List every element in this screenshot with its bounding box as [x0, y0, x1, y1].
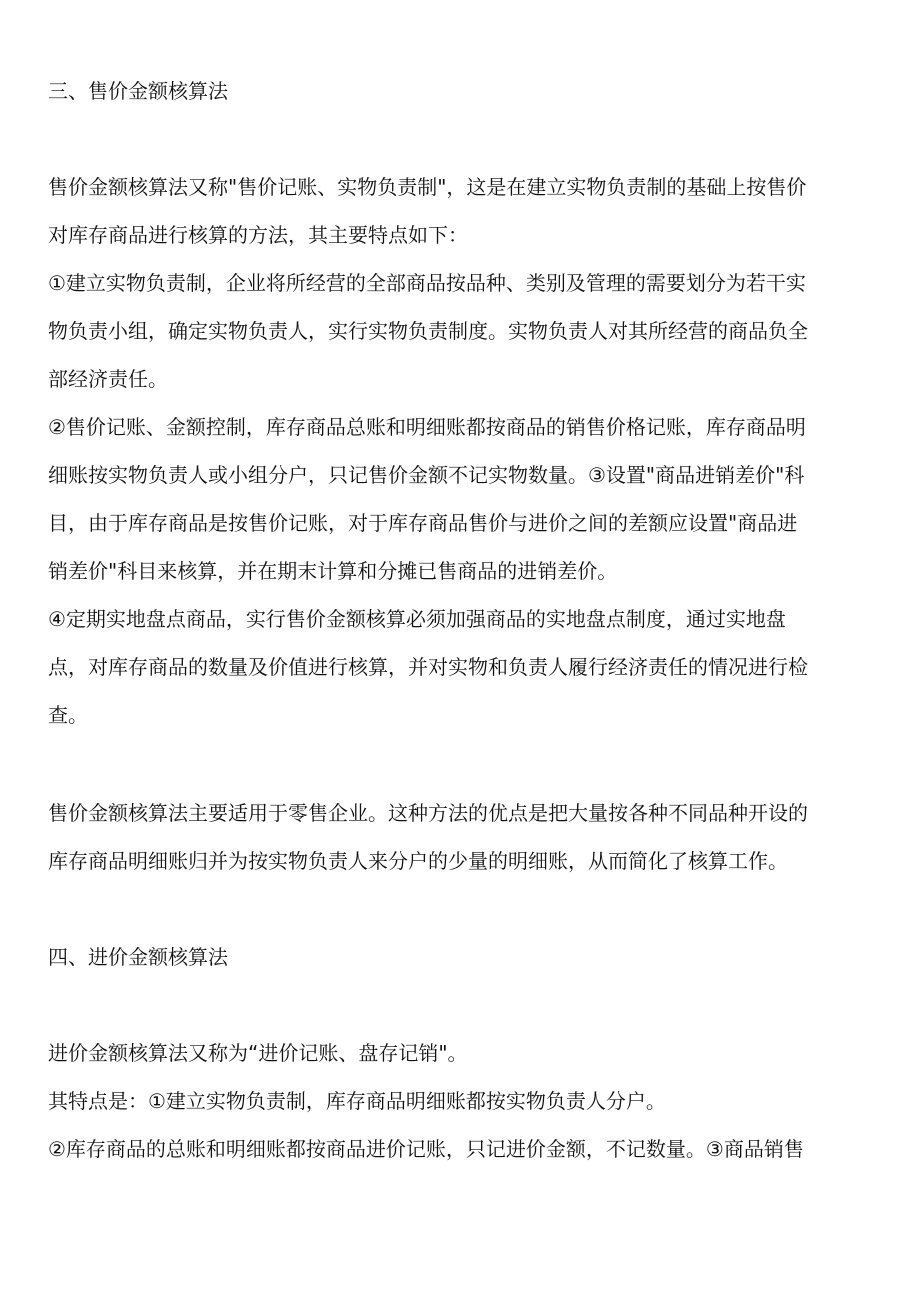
point-3-line: 销差价"科目来核算，并在期末计算和分摊已售商品的进销差价。	[48, 559, 618, 583]
section-4-heading: 四、进价金额核算法	[48, 945, 228, 969]
paragraph-line: 库存商品明细账归并为按实物负责人来分户的少量的明细账，从而简化了核算工作。	[48, 849, 788, 873]
point-4-line: 点，对库存商品的数量及价值进行核算，并对实物和负责人履行经济责任的情况进行检	[48, 655, 808, 679]
point-1-line: 物负责小组，确定实物负责人，实行实物负责制度。实物负责人对其所经营的商品负全	[48, 319, 808, 343]
point-4-line: ④定期实地盘点商品，实行售价金额核算必须加强商品的实地盘点制度，通过实地盘	[48, 607, 786, 631]
paragraph-line: ②库存商品的总账和明细账都按商品进价记账，只记进价金额，不记数量。③商品销售	[48, 1137, 804, 1161]
paragraph-line: 售价金额核算法又称"售价记账、实物负责制"，这是在建立实物负责制的基础上按售价	[48, 175, 807, 199]
paragraph-line: 售价金额核算法主要适用于零售企业。这种方法的优点是把大量按各种不同品种开设的	[48, 801, 808, 825]
point-3-line: 目，由于库存商品是按售价记账，对于库存商品售价与进价之间的差额应设置"商品进	[48, 511, 798, 535]
paragraph-line: 进价金额核算法又称为“进价记账、盘存记销"。	[48, 1041, 468, 1065]
point-1-line: 部经济责任。	[48, 367, 168, 391]
point-2-line: 细账按实物负责人或小组分户，只记售价金额不记实物数量。③设置"商品进销差价"科	[48, 463, 805, 487]
point-4-line: 查。	[48, 703, 88, 727]
section-3-heading: 三、售价金额核算法	[48, 79, 228, 103]
point-2-line: ②售价记账、金额控制，库存商品总账和明细账都按商品的销售价格记账，库存商品明	[48, 415, 806, 439]
point-1-line: ①建立实物负责制，企业将所经营的全部商品按品种、类别及管理的需要划分为若干实	[48, 271, 806, 295]
paragraph-line: 对库存商品进行核算的方法，其主要特点如下：	[48, 223, 468, 247]
paragraph-line: 其特点是：①建立实物负责制，库存商品明细账都按实物负责人分户。	[48, 1089, 666, 1113]
